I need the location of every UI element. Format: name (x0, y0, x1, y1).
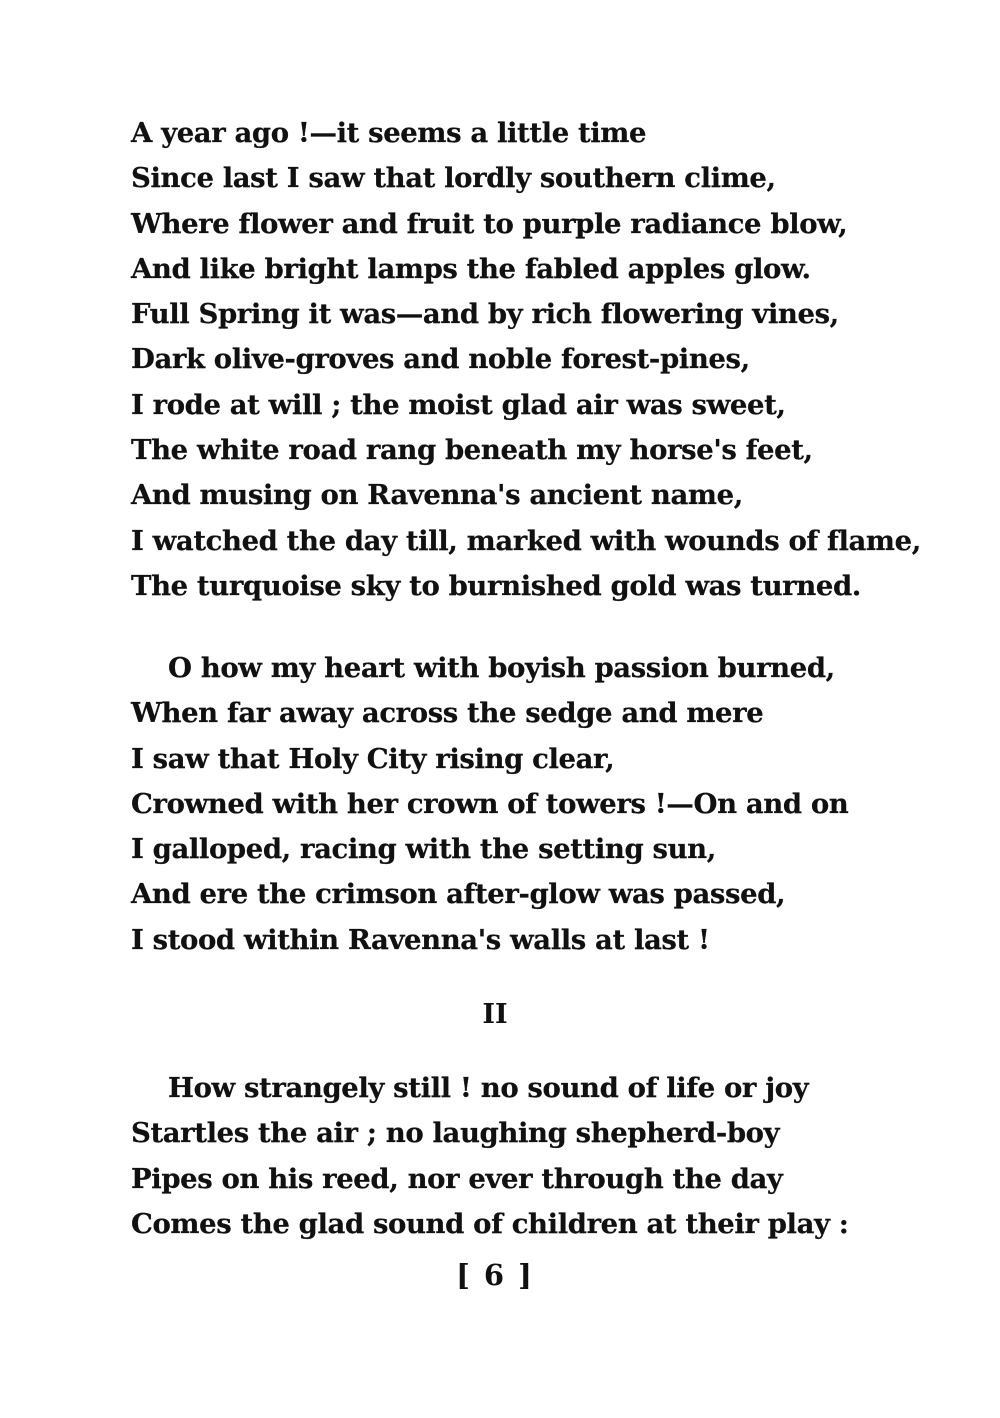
poem-line: The turquoise sky to burnished gold was turned. (131, 569, 861, 602)
poem-line: Comes the glad sound of children at their play : (131, 1207, 849, 1240)
poem-line: And like bright lamps the fabled apples glow. (131, 252, 811, 285)
poem-line: A year ago !—it seems a little time (131, 117, 647, 149)
poem-line: Full Spring it was—and by rich flowering vines, (131, 298, 839, 331)
poem-line: O how my heart with boyish passion burned, (168, 652, 835, 684)
poem-line: I galloped, racing with the setting sun, (131, 833, 716, 866)
poem-line: Startles the air ; no laughing shepherd-boy (131, 1117, 780, 1150)
poem-line: Pipes on his reed, nor ever through the day (131, 1162, 783, 1195)
poem-line: I stood within Ravenna's walls at last ! (131, 923, 710, 956)
poem-line: How strangely still ! no sound of life or joy (168, 1072, 809, 1104)
poem-line: And musing on Ravenna's ancient name, (131, 479, 743, 512)
poem-line: I saw that Holy City rising clear, (131, 742, 615, 775)
poem-line: The white road rang beneath my horse's feet, (131, 434, 813, 467)
poem-line: I rode at will ; the moist glad air was sweet, (131, 388, 786, 421)
poem-line: And ere the crimson after-glow was passed, (131, 878, 786, 911)
page-number: [ 6 ] (456, 1258, 534, 1292)
poem-line: When far away across the sedge and mere (131, 697, 764, 730)
stanza (131, 646, 931, 963)
section-numeral: II (482, 999, 508, 1030)
poem-line: Where flower and fruit to purple radiance blow, (131, 207, 848, 240)
stanza (131, 1066, 931, 1247)
poem-line: Since last I saw that lordly southern clime, (131, 162, 776, 195)
poem-line: Crowned with her crown of towers !—On and on (131, 787, 849, 820)
poem-line: I watched the day till, marked with wounds of flame, (131, 524, 921, 557)
poem-line: Dark olive-groves and noble forest-pines, (131, 343, 750, 376)
stanza (131, 111, 931, 609)
